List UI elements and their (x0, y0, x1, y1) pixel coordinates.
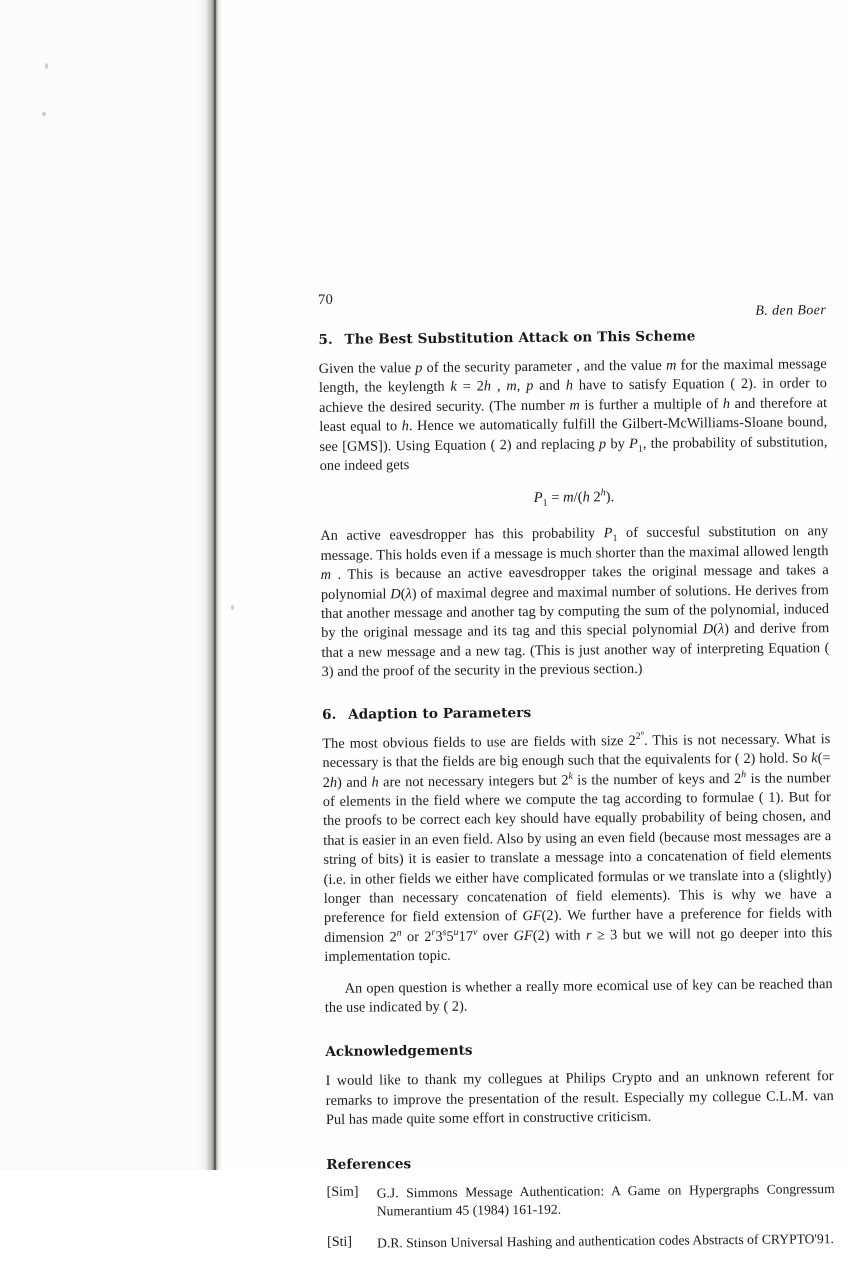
paragraph-5-1: Given the value p of the security parameter , and the value m for the maximal message length, the keylength k = 2h , m, p and h have to satisfy Equation ( 2). in order to achieve the desired security. (The number m is further a multiple of h and therefore at least equal to h. Hence we automatically fulfill the Gilbert-McWilliams-Sloane bound, see [GMS]). Using Equation ( 2) and replacing p by $P_1$, the probability of substitution, one indeed gets (318, 356, 828, 475)
book-gutter-shadow (196, 0, 222, 1170)
reference-text: G.J. Simmons Message Authentication: A Game on Hypergraphs Congressum Numerantium 45 (1984) 161-192. (376, 1180, 835, 1219)
scan-speck (231, 605, 234, 610)
acknowledgements-text: I would like to thank my collegues at Philips Crypto and an unknown referent for remarks to improve the presentation of the result. Especially my collegue C.L.M. van Pul has made quite some effort in constructive criticism. (325, 1068, 834, 1129)
page-content (318, 287, 835, 1266)
section-title-6: Adaption to Parameters (347, 704, 532, 723)
scan-speck (42, 112, 46, 116)
reference-item (327, 1180, 835, 1222)
section-heading-5 (318, 327, 826, 348)
reference-key: [Sim] (326, 1184, 359, 1200)
acknowledgements-heading: Acknowledgements (325, 1042, 473, 1061)
paragraph-6-1: The most obvious fields to use are fields with size $2^{2^n}$. This is not necessary. What is necessary is that the fields are big enough such that the equivalents for ( 2) hold. So k(= 2h) and h are not necessary integers but 2$^k$ is the number of keys and 2$^h$ is the number of elements in the field where we compute the tag according to formulae ( 1). But for the proofs to be correct each key should have equally probability of being chosen, and that is easier in an even field. Also by using an even field (because most messages are a string of bits) it is easier to translate a message into a concatenation of field elements (i.e. in other fields we either have complicated formulas or we translate into a (slightly) longer than necessary concatenation of field elements). This is why we have a preference for field extension of GF(2). We further have a preference for fields with dimension 2$^n$ or 2$^r$3$^s$5$^u$17$^v$ over GF(2) with r ≥ 3 but we will not go deeper into this implementation topic. (322, 729, 833, 966)
equation-p1: $P_1 = m/(h$ 2$^h$). (533, 487, 615, 510)
book-gutter-line (214, 0, 216, 1170)
section-number-6: 6. (321, 706, 337, 723)
running-head (318, 287, 826, 326)
scan-speck (45, 63, 48, 69)
paragraph-6-2: An open question is whether a really more ecomical use of key can be reached than the use indicated by ( 2). (324, 975, 833, 1016)
running-author: B. den Boer (755, 303, 827, 319)
paragraph-5-2: An active eavesdropper has this probability $P_1$ of succesful substitution on any message. This holds even if a message is much shorter than the maximal allowed length m . This is because an active eavesdropper takes the original message and takes a polynomial D(λ) of maximal degree and maximal number of solutions. He derives from that another message and another tag by computing the sum of the polynomial, induced by the original message and its tag and this special polynomial D(λ) and derive from that a new message and a new tag. (This is just another way of interpreting Equation ( 3) and the proof of the security in the previous section.) (320, 523, 830, 681)
reference-item (327, 1230, 835, 1253)
section-number-5: 5. (318, 331, 333, 348)
reference-text: D.R. Stinson Universal Hashing and authentication codes Abstracts of CRYPTO'91. (377, 1230, 834, 1251)
section-heading-6 (322, 702, 830, 723)
page-number: 70 (318, 291, 334, 308)
reference-key: [Sti] (327, 1234, 353, 1250)
section-title-5: The Best Substitution Attack on This Scheme (344, 328, 696, 348)
references-heading: References (326, 1155, 412, 1173)
references-list (327, 1180, 836, 1254)
